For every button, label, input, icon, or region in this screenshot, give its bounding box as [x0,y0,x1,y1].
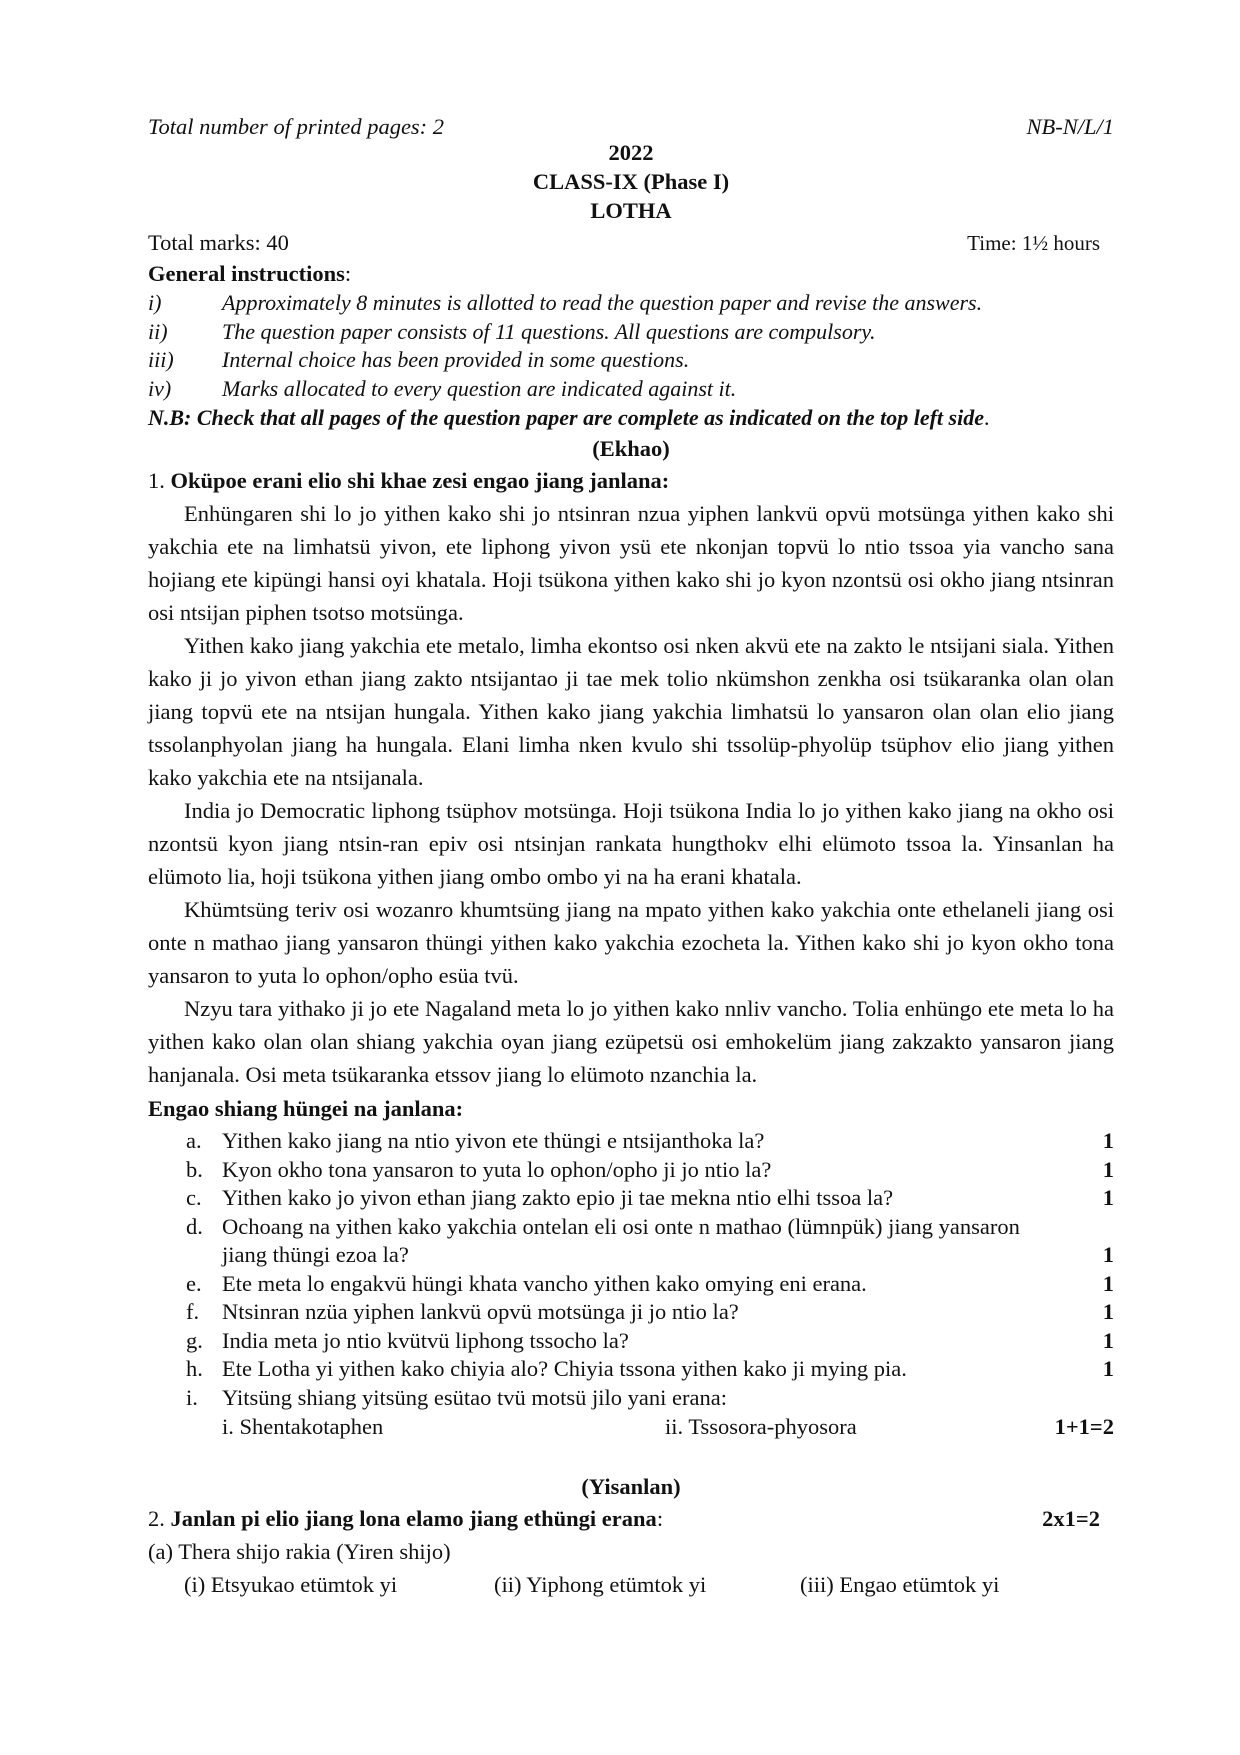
question-2-heading: 2. Janlan pi elio jiang lona elamo jiang ethüngi erana: 2x1=2 [148,1503,1114,1535]
general-instructions-title: General instructions: [148,261,352,286]
instruction-item: ii) The question paper consists of 11 questions. All questions are compulsory. [148,318,876,344]
paper-code: NB-N/L/1 [1026,114,1114,139]
marks-time-row [148,227,1114,259]
instruction-item: iii) Internal choice has been provided in some questions. [148,347,690,372]
passage-paragraph: Khümtsüng teriv osi wozanro khumtsüng jiang na mpato yithen kako yakchia onte ethelaneli jiang osi onte n mathao jiang yansaron thüngi yithen kako yakchia ezocheta la. Yithen kako shi jo kyon okho tona yansaron to yuta lo ophon/opho esüa tvü. [148,897,1114,988]
list-item: f. Ntsinran nzüa yiphen lankvü opvü motsünga ji jo ntio la? 1 [186,1299,1114,1324]
question-2-marks: 2x1=2 [1042,1506,1100,1531]
passage-paragraph: India jo Democratic liphong tsüphov motsünga. Hoji tsükona India lo jo yithen kako jiang na okho osi nzontsü kyon jiang ntsin-ran epiv osi ntsinjan rankata hungthokv elhi elümoto tssoa la. Yinsanlan ha elümoto lia, hoji tsükona yithen jiang ombo ombo yi na ha erani khatala. [148,798,1114,889]
question-2a: (a) Thera shijo rakia (Yiren shijo) [148,1539,451,1564]
instructions-list [148,289,1114,403]
passage-paragraph: Yithen kako jiang yakchia ete metalo, limha ekontso osi nken akvü ete na zakto le ntsijani siala. Yithen kako ji jo yivon ethan jiang zakto ntsijantao ji tae mek tolio nkümshon zenkha osi tsükaranka olan olan jiang topvü ete na ntsijan hungala. Yithen kako jiang yakchia limhatsü lo yansaron olan olan elio jiang tssolanphyolan jiang ha hungala. Elani limha nken kvulo shi tssolüp-phyolüp tsüphov elio jiang yithen kako yakchia ete na ntsijanala. [148,633,1114,790]
total-marks: Total marks: 40 [148,230,289,255]
exam-class: CLASS-IX (Phase I) [532,169,730,194]
list-item: d. Ochoang na yithen kako yakchia ontelan eli osi onte n mathao (lümnpük) jiang yansaron jiang thüngi ezoa la? 1 [186,1213,1114,1267]
list-item: b. Kyon okho tona yansaron to yuta lo ophon/opho ji jo ntio la? 1 [186,1156,1114,1182]
instruction-item: iv) Marks allocated to every question are indicated against it. [148,375,737,401]
list-item: c. Yithen kako jo yivon ethan jiang zakto epio ji tae mekna ntio elhi tssoa la? 1 [186,1185,1114,1210]
list-item: h. Ete Lotha yi yithen kako chiyia alo? Chiyia tssona yithen kako ji mying pia. 1 [186,1356,1114,1381]
option-item: (ii) Yiphong etümtok yi [494,1572,707,1597]
exam-page [148,112,1114,1601]
passage-paragraph: Enhüngaren shi lo jo yithen kako shi jo ntsinran nzua yiphen lankvü opvü motsünga yithen kako shi yakchia ete na limhatsü yivon, ete liphong yivon ysü ete nkonjan topvü lo ntio tssoa yia vancho sana hojiang ete kipüngi hansi oyi khatala. Hoji tsükona yithen kako shi jo kyon nzontsü osi okho jiang ntsinran osi ntsijan piphen tsotso motsünga. [148,501,1114,625]
option-item: (i) Etsyukao etümtok yi [184,1572,398,1597]
section-title-ekhao: (Ekhao) [592,436,670,461]
section-title-yisanlan: (Yisanlan) [581,1474,681,1499]
nb-note: N.B: Check that all pages of the question paper are complete as indicated on the top left side. [148,405,990,430]
list-item: g. India meta jo ntio kvütvü liphong tssocho la? 1 [186,1327,1114,1353]
list-item: i. Yitsüng shiang yitsüng esütao tvü motsü jilo yani erana: [186,1384,727,1410]
time-allowed: Time: 1½ hours [967,231,1100,255]
list-item: e. Ete meta lo engakvü hüngi khata vancho yithen kako omying eni erana. 1 [186,1270,1114,1296]
questions-subtitle: Engao shiang hüngei na janlana: [148,1096,464,1121]
question-1-heading: 1. Oküpoe erani elio shi khae zesi engao jiang janlana: [148,468,670,493]
printed-pages-note: Total number of printed pages: 2 [148,114,445,139]
list-item: a. Yithen kako jiang na ntio yivon ete thüngi e ntsijanthoka la? 1 [186,1128,1114,1153]
passage [148,497,1114,1091]
question-list [148,1127,1114,1441]
option-item: (iii) Engao etümtok yi [800,1572,1000,1597]
passage-paragraph: Nzyu tara yithako ji jo ete Nagaland meta lo jo yithen kako nnliv vancho. Tolia enhüngo ete meta lo ha yithen kako olan olan shiang yakchia oyan jiang ezüpetsü osi emhokelüm jiang zakzakto yansaron jiang hanjanala. Osi meta tsükaranka etssov jiang lo elümoto nzanchia la. [148,996,1114,1087]
exam-subject: LOTHA [590,198,672,223]
question-2a-options [148,1568,1114,1601]
exam-year: 2022 [608,140,654,165]
question-i-options: i. Shentakotaphen ii. Tssosora-phyosora 1+1=2 [222,1414,1114,1439]
instruction-item: i) Approximately 8 minutes is allotted to read the question paper and revise the answers. [148,290,983,315]
